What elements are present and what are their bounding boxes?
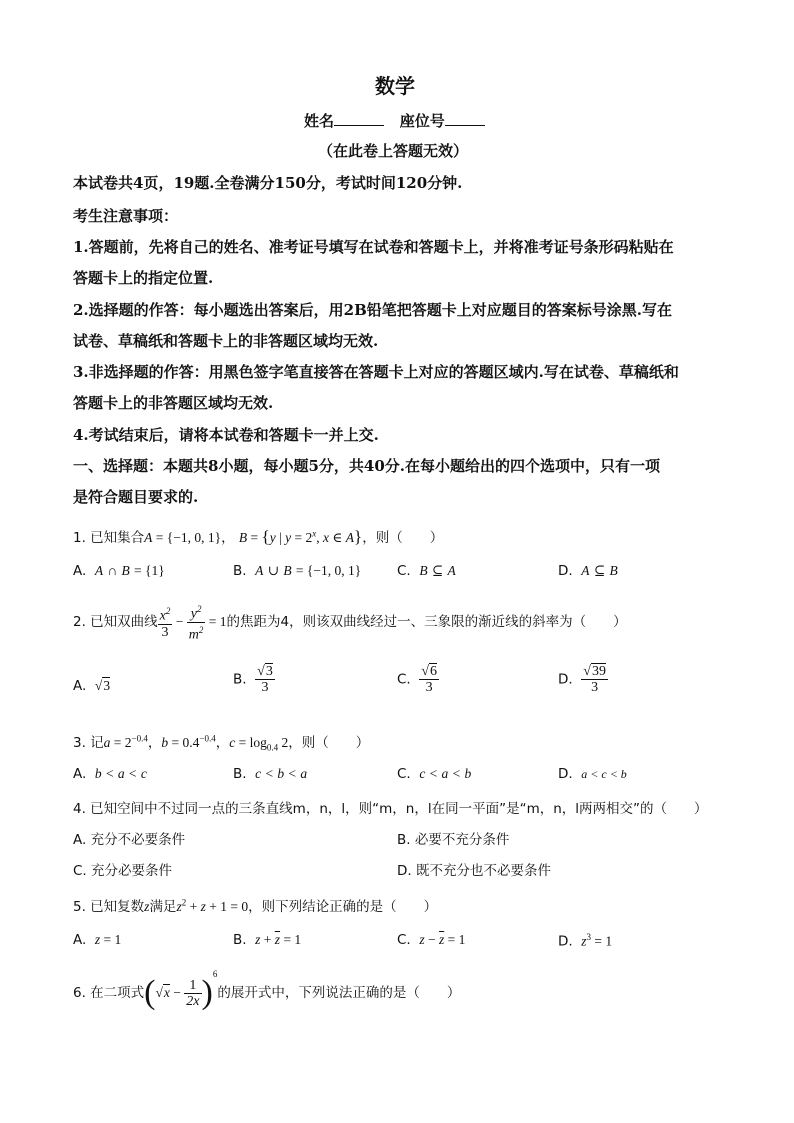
note-3b: 答题卡上的非答题区域均无效. — [73, 394, 274, 412]
note-2b: 试卷、草稿纸和答题卡上的非答题区域均无效. — [73, 332, 379, 350]
note-4: 4.考试结束后，请将本试卷和答题卡一并上交. — [73, 426, 379, 444]
note-3a: 3.非选择题的作答：用黑色签字笔直接答在答题卡上对应的答题区域内.写在试卷、草稿纸和 — [73, 363, 679, 381]
q4-option-d: D. 既不充分也不必要条件 — [397, 863, 551, 879]
question-1: 1. 已知集合A = {−1, 0, 1}， B = {y | $y = 2^x$, x ∈ A}，则（ ） — [73, 527, 444, 546]
section-heading-b: 是符合题目要求的. — [73, 488, 199, 506]
q2-option-d: D. $\frac{√39}{3}$ — [558, 664, 606, 695]
q3-option-b: B. c < b < a — [233, 766, 308, 782]
q1-option-a: A. A ∩ B = {1} — [73, 563, 165, 579]
seat-label: 座位号 — [399, 112, 445, 130]
section-heading-a: 一、选择题：本题共8小题，每小题5分，共40分.在每小题给出的四个选项中，只有一项 — [73, 457, 660, 475]
notice: （在此卷上答题无效） — [318, 142, 469, 160]
q3-option-d: D. a < c < b — [558, 766, 627, 782]
note-1a: 1.答题前，先将自己的姓名、准考证号填写在试卷和答题卡上，并将准考证号条形码粘贴在 — [73, 238, 674, 256]
note-1b: 答题卡上的指定位置. — [73, 269, 214, 287]
q2-option-b: B. $\frac{√3}{3}$ — [233, 664, 273, 695]
q4-option-c: C. 充分必要条件 — [73, 863, 173, 879]
question-2: 2. 已知双曲线 $\frac{x^2}{3}$ − $\frac{y^2}{m^2}$ = 1的焦距为4，则该双曲线经过一、三象限的渐近线的斜率为（ ） — [73, 604, 627, 643]
intro-line: 本试卷共4页，19题.全卷满分150分，考试时间120分钟. — [73, 174, 463, 192]
q5-option-d: D. $z^3 = 1$ — [558, 932, 613, 950]
note-2a: 2.选择题的作答：每小题选出答案后，用2B铅笔把答题卡上对应题目的答案标号涂黑.写在 — [73, 301, 673, 319]
q4-option-a: A. 充分不必要条件 — [73, 832, 186, 848]
question-3: 3. 记$a = 2^{-0.4}$，$b = 0.4^{-0.4}$，$c = \log_{0.4} 2$，则（ ） — [73, 733, 370, 753]
q5-option-c: C. $z - \overline{z} = 1$ — [397, 932, 466, 948]
page-title: 数学 — [375, 74, 415, 98]
q1-option-c: C. B ⊆ A — [397, 563, 456, 579]
name-blank — [334, 111, 384, 126]
question-6: 6. 在二项式(√x − $\frac{1}{2x}$ )$^6$的展开式中，下列说法正确的是（ ） — [73, 969, 461, 1011]
q5-option-a: A. z = 1 — [73, 932, 122, 948]
q1-option-d: D. A ⊆ B — [558, 563, 618, 579]
seat-blank — [445, 111, 485, 126]
header-fields — [304, 110, 485, 131]
q3-option-a: A. b < a < c — [73, 766, 147, 782]
question-5: 5. 已知复数z满足$z^2 + z + 1 = 0$，则下列结论正确的是（ ） — [73, 897, 438, 915]
q4-option-b: B. 必要不充分条件 — [397, 832, 510, 848]
question-4: 4. 已知空间中不过同一点的三条直线m，n，l，则“m，n，l在同一平面”是“m，n，l两两相交”的（ ） — [73, 801, 708, 817]
q2-option-c: C. $\frac{√6}{3}$ — [397, 664, 437, 695]
q3-option-c: C. c < a < b — [397, 766, 472, 782]
q5-option-b: B. $z + \overline{z} = 1$ — [233, 932, 302, 948]
notes-title: 考生注意事项： — [73, 207, 179, 225]
q1-option-b: B. A ∪ B = {−1, 0, 1} — [233, 563, 362, 579]
q2-option-a: A. √3 — [73, 678, 111, 694]
name-label: 姓名 — [304, 112, 335, 130]
